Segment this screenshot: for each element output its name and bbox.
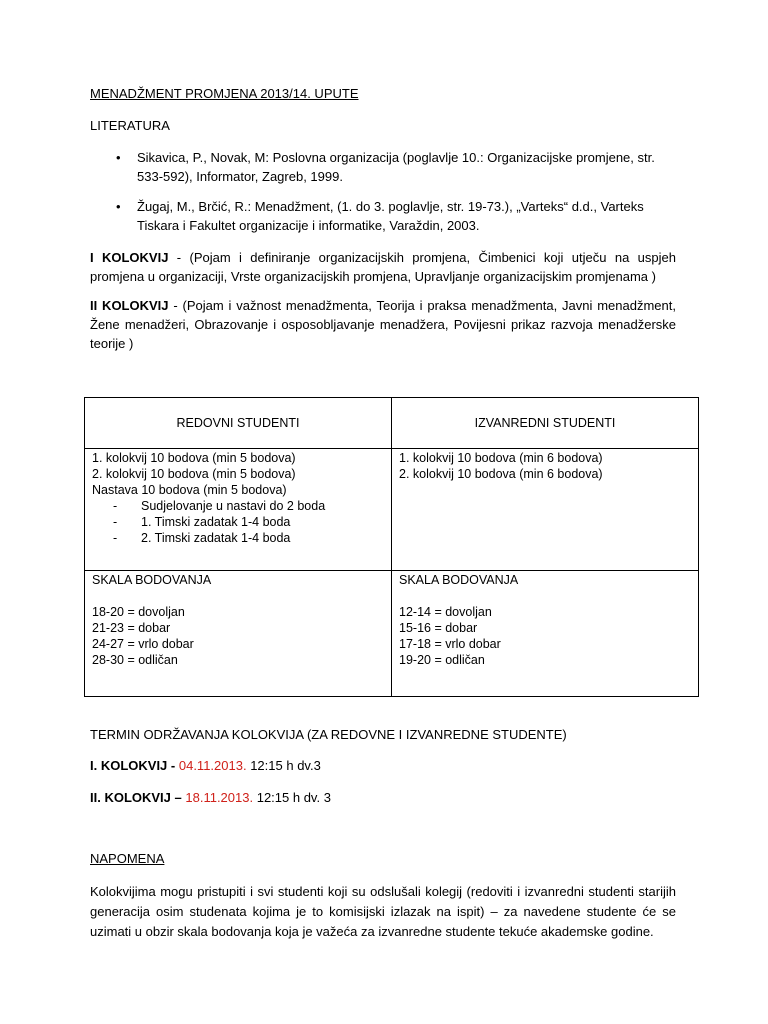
dash-marker: - — [113, 499, 118, 513]
scale-line: 24-27 = vrlo dobar — [92, 637, 194, 651]
literatura-heading: LITERATURA — [90, 118, 170, 133]
kolokvij-2-label: II KOLOKVIJ — [90, 298, 169, 313]
scale-line: 17-18 = vrlo dobar — [399, 637, 501, 651]
grading-table — [84, 397, 699, 697]
redovni-points-cell — [85, 449, 392, 571]
table-row — [85, 571, 699, 697]
dash-item — [92, 514, 384, 530]
kolokvij-1-date-line — [90, 758, 321, 773]
bullet-marker: • — [116, 150, 121, 165]
literature-item: Žugaj, M., Brčić, R.: Menadžment, (1. do 3. poglavlje, str. 19-73.), „Varteks“ d.d., Varteks Tiskara i Fakultet organizacije i informatike, Varaždin, 2003. — [137, 199, 644, 233]
header-izvanredni: IZVANREDNI STUDENTI — [392, 398, 699, 449]
redovni-line: 1. kolokvij 10 bodova (min 5 bodova) — [92, 451, 296, 465]
redovni-line: 2. kolokvij 10 bodova (min 5 bodova) — [92, 467, 296, 481]
kolokvij-2-text: - (Pojam i važnost menadžmenta, Teorija i praksa menadžmenta, Javni menadžment, Žene menadžeri, Obrazovanje i osposobljavanje menadžera, Povijesni prikaz razvoja menadžerske teorije ) — [90, 298, 676, 351]
kolokvij-date-label: II. KOLOKVIJ – — [90, 790, 182, 805]
kolokvij-1-text: - (Pojam i definiranje organizacijskih promjena, Čimbenici koji utječu na uspjeh promjena u organizaciji, Vrste organizacijskih promjena, Upravljanje organizacijskim promjenama ) — [90, 250, 676, 284]
kolokvij-time: 12:15 h dv. 3 — [256, 790, 331, 805]
kolokvij-date: 04.11.2013. — [178, 758, 247, 773]
termin-heading: TERMIN ODRŽAVANJA KOLOKVIJA (ZA REDOVNE I IZVANREDNE STUDENTE) — [90, 727, 567, 742]
document-title: MENADŽMENT PROMJENA 2013/14. UPUTE — [90, 86, 359, 101]
dash-marker: - — [113, 515, 118, 529]
izvanredni-line: 1. kolokvij 10 bodova (min 6 bodova) — [399, 451, 603, 465]
dash-item — [92, 498, 384, 514]
table-header-row — [85, 398, 699, 449]
table-row — [85, 449, 699, 571]
scale-line: 19-20 = odličan — [399, 653, 485, 667]
napomena-heading: NAPOMENA — [90, 851, 165, 866]
header-redovni: REDOVNI STUDENTI — [85, 398, 392, 449]
scale-title: SKALA BODOVANJA — [399, 573, 519, 587]
scale-line: 15-16 = dobar — [399, 621, 478, 635]
dash-item-text: Sudjelovanje u nastavi do 2 boda — [141, 499, 326, 513]
redovni-line: Nastava 10 bodova (min 5 bodova) — [92, 483, 287, 497]
scale-title: SKALA BODOVANJA — [92, 573, 212, 587]
kolokvij-time: 12:15 h dv.3 — [250, 758, 321, 773]
redovni-scale-cell — [85, 571, 392, 697]
dash-item-text: 2. Timski zadatak 1-4 boda — [141, 531, 291, 545]
izvanredni-scale-cell — [392, 571, 699, 697]
dash-item-text: 1. Timski zadatak 1-4 boda — [141, 515, 291, 529]
kolokvij-date-label: I. KOLOKVIJ - — [90, 758, 176, 773]
kolokvij-date: 18.11.2013. — [185, 790, 254, 805]
dash-item — [92, 530, 384, 546]
kolokvij-1-label: I KOLOKVIJ — [90, 250, 169, 265]
izvanredni-points-cell — [392, 449, 699, 571]
kolokvij-2-paragraph — [90, 296, 676, 353]
literature-item: Sikavica, P., Novak, M: Poslovna organizacija (poglavlje 10.: Organizacijske promjene, str. 533-592), Informator, Zagreb, 1999. — [137, 150, 655, 184]
scale-line: 18-20 = dovoljan — [92, 605, 185, 619]
kolokvij-2-date-line — [90, 790, 331, 805]
scale-line: 12-14 = dovoljan — [399, 605, 492, 619]
scale-line: 21-23 = dobar — [92, 621, 171, 635]
napomena-text: Kolokvijima mogu pristupiti i svi studenti koji su odslušali kolegij (redoviti i izvanredni studenti starijih generacija osim studenata kojima je to komisijski izlazak na ispit) – za navedene studente će se uzimati u obzir skala bodovanja koja je važeća za izvanredne studente tekuće akademske godine. — [90, 884, 676, 939]
bullet-marker: • — [116, 199, 121, 214]
izvanredni-line: 2. kolokvij 10 bodova (min 6 bodova) — [399, 467, 603, 481]
kolokvij-1-paragraph — [90, 248, 676, 286]
scale-line: 28-30 = odličan — [92, 653, 178, 667]
dash-marker: - — [113, 531, 118, 545]
